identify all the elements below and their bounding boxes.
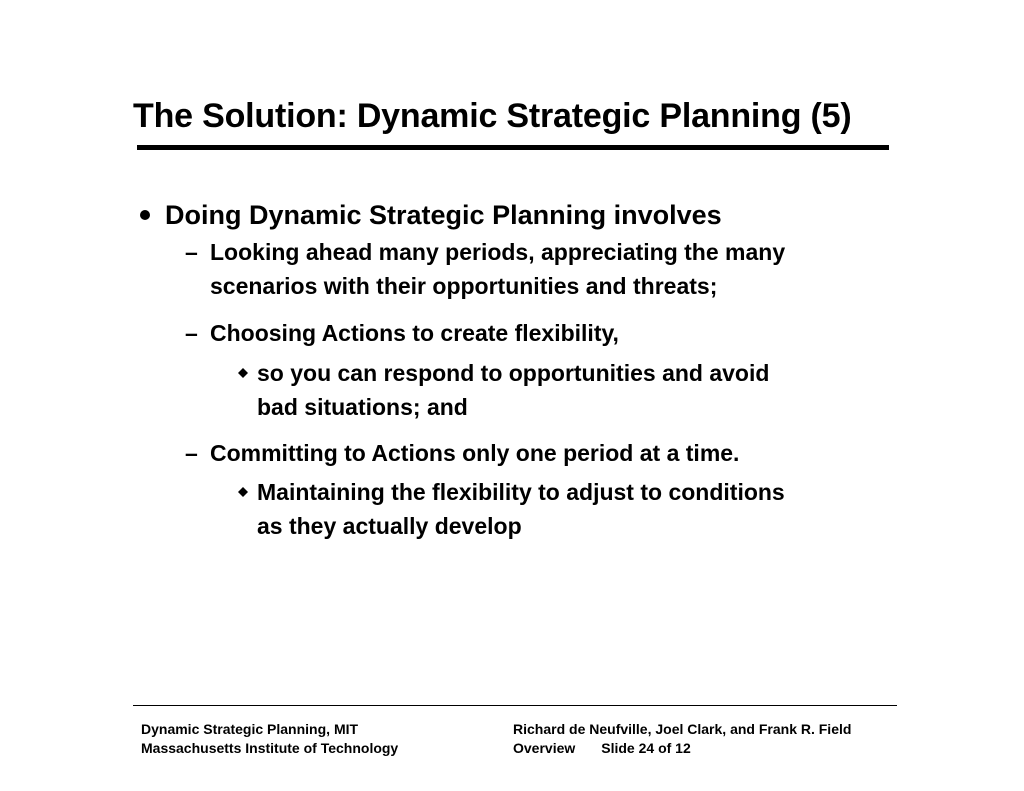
title-underline	[137, 145, 889, 150]
main-bullet-text: Doing Dynamic Strategic Planning involves	[165, 200, 722, 230]
sub-bullet-line: Committing to Actions only one period at a time.	[210, 440, 740, 466]
sub-sub-bullet-line: as they actually develop	[257, 513, 522, 539]
sub-bullet-line: Choosing Actions to create flexibility,	[210, 320, 619, 346]
sub-sub-bullet-line: Maintaining the flexibility to adjust to conditions	[257, 479, 785, 505]
sub-bullet-line: Looking ahead many periods, appreciating the many	[210, 239, 786, 265]
dash-bullet: –	[185, 440, 198, 466]
dash-bullet: –	[185, 320, 198, 346]
footer-section: Overview	[513, 740, 576, 756]
footer-right	[513, 720, 851, 758]
footer-institution: Massachusetts Institute of Technology	[141, 740, 399, 756]
diamond-bullet-icon	[238, 368, 248, 378]
dash-bullet: –	[185, 239, 198, 265]
slide-title: The Solution: Dynamic Strategic Planning (5)	[133, 97, 852, 135]
sub-bullet-line: scenarios with their opportunities and threats;	[210, 273, 718, 299]
footer-slide-number: Slide 24 of 12	[601, 740, 691, 756]
sub-sub-bullet-line: so you can respond to opportunities and avoid	[257, 360, 770, 386]
footer-left	[141, 720, 398, 758]
footer-course: Dynamic Strategic Planning, MIT	[141, 721, 359, 737]
footer-authors: Richard de Neufville, Joel Clark, and Frank R. Field	[513, 721, 852, 737]
diamond-bullet-icon	[238, 487, 248, 497]
footer-divider	[133, 705, 897, 706]
round-bullet-icon	[140, 210, 150, 220]
sub-sub-bullet-line: bad situations; and	[257, 394, 468, 420]
